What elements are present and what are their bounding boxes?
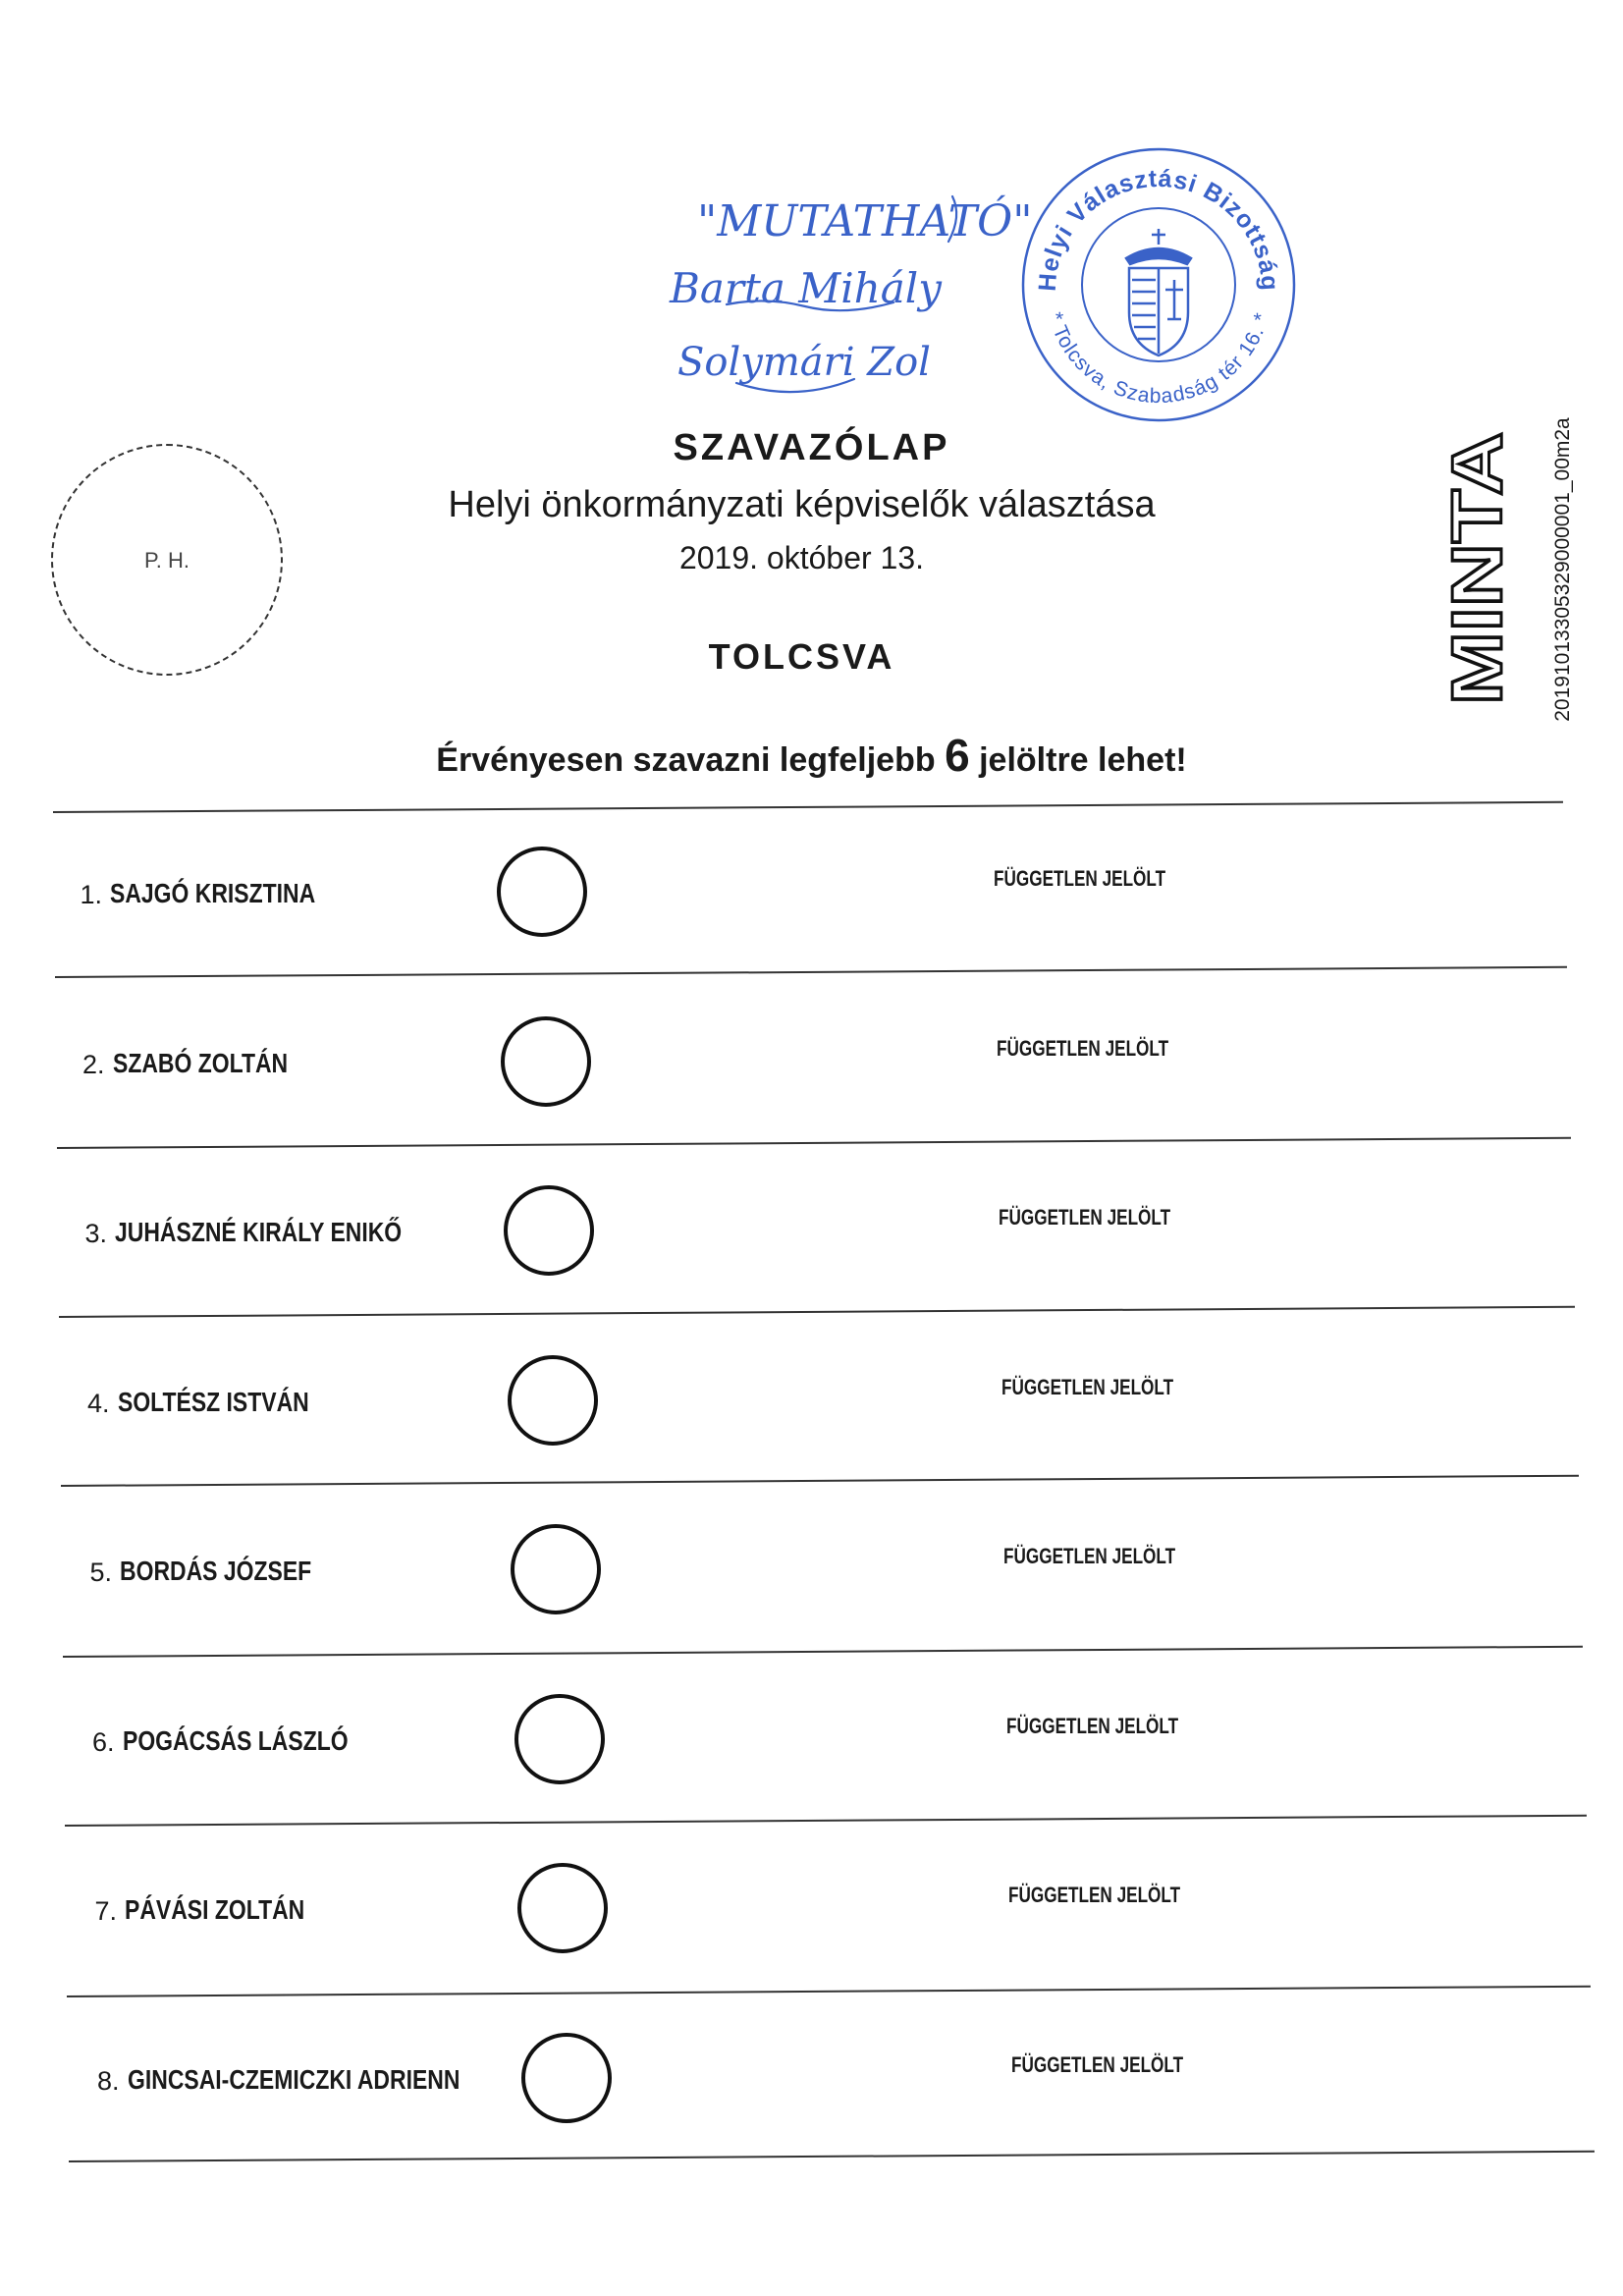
handwritten-note xyxy=(658,157,1070,412)
instruction-text-after: jelöltre lehet! xyxy=(979,741,1187,779)
instruction-max-number: 6 xyxy=(945,730,970,781)
ballot-place: TOLCSVA xyxy=(708,636,895,677)
candidate-number: 8. xyxy=(96,2065,120,2096)
candidate-number: 6. xyxy=(91,1726,115,1757)
candidate-party: FÜGGETLEN JELÖLT xyxy=(1005,1713,1178,1738)
vote-circle[interactable] xyxy=(508,1355,598,1446)
row-divider xyxy=(59,1306,1575,1318)
minta-text: MINTA xyxy=(1438,486,1517,705)
handwriting-line-3: Solymári Zol xyxy=(677,340,931,385)
row-divider xyxy=(53,801,1563,813)
candidate-party: FÜGGETLEN JELÖLT xyxy=(1003,1544,1176,1568)
candidate-number: 3. xyxy=(84,1219,107,1248)
row-divider xyxy=(63,1646,1583,1658)
vote-circle[interactable] xyxy=(504,1185,594,1276)
row-divider xyxy=(67,1986,1591,1997)
vote-circle[interactable] xyxy=(514,1694,605,1784)
stamp-area-label: P. H. xyxy=(143,548,190,573)
vote-circle[interactable] xyxy=(497,847,587,937)
stamp-ring-top: Helyi Választási Bizottság xyxy=(1033,164,1284,293)
candidate-name: POGÁCSÁS LÁSZLÓ xyxy=(122,1724,349,1756)
instruction-text-before: Érvényesen szavazni legfeljebb xyxy=(436,741,936,779)
candidate-name: BORDÁS JÓZSEF xyxy=(120,1556,312,1586)
row-divider xyxy=(65,1815,1587,1827)
coat-of-arms-icon xyxy=(1126,229,1191,355)
vote-circle[interactable] xyxy=(517,1863,608,1953)
candidate-number: 5. xyxy=(89,1558,112,1587)
stamp-ring-bottom: * Tolcsva, Szabadság tér 16. * xyxy=(1043,309,1274,409)
serial-number: 20191013305329000001_00m2a xyxy=(1551,417,1574,722)
vote-circle[interactable] xyxy=(501,1016,591,1107)
row-divider xyxy=(55,966,1567,978)
candidate-name: JUHÁSZNÉ KIRÁLY ENIKŐ xyxy=(115,1217,403,1247)
vote-circle[interactable] xyxy=(521,2033,612,2123)
row-divider xyxy=(61,1475,1579,1487)
candidate-party: FÜGGETLEN JELÖLT xyxy=(1001,1374,1173,1399)
minta-watermark xyxy=(1438,428,1517,709)
candidate-party: FÜGGETLEN JELÖLT xyxy=(1008,1883,1181,1907)
candidate-name: SOLTÉSZ ISTVÁN xyxy=(117,1386,309,1417)
ballot-instruction xyxy=(0,729,1623,782)
candidate-party: FÜGGETLEN JELÖLT xyxy=(996,1035,1168,1061)
candidate-number: 4. xyxy=(86,1388,110,1418)
candidate-name: PÁVÁSI ZOLTÁN xyxy=(125,1894,305,1925)
vote-circle[interactable] xyxy=(511,1524,601,1614)
candidate-party: FÜGGETLEN JELÖLT xyxy=(999,1205,1171,1230)
official-stamp xyxy=(1016,142,1301,427)
row-divider xyxy=(69,2151,1595,2162)
candidate-party: FÜGGETLEN JELÖLT xyxy=(1010,2051,1183,2077)
candidate-number: 1. xyxy=(80,880,102,909)
candidate-party: FÜGGETLEN JELÖLT xyxy=(994,866,1166,891)
candidate-name: SAJGÓ KRISZTINA xyxy=(110,878,316,908)
ballot-title: SZAVAZÓLAP xyxy=(673,427,950,468)
ballot-date: 2019. október 13. xyxy=(678,540,925,575)
handwriting-line-1: "MUTATHATÓ" xyxy=(697,196,1033,246)
ballot-subtitle: Helyi önkormányzati képviselők választása xyxy=(448,484,1156,525)
row-divider xyxy=(57,1137,1571,1149)
candidate-name: GINCSAI-CZEMICZKI ADRIENN xyxy=(127,2063,460,2095)
candidate-number: 2. xyxy=(81,1049,105,1079)
handwriting-line-2: Barta Mihály xyxy=(670,264,942,312)
candidate-number: 7. xyxy=(94,1896,117,1926)
candidate-name: SZABÓ ZOLTÁN xyxy=(112,1047,288,1078)
